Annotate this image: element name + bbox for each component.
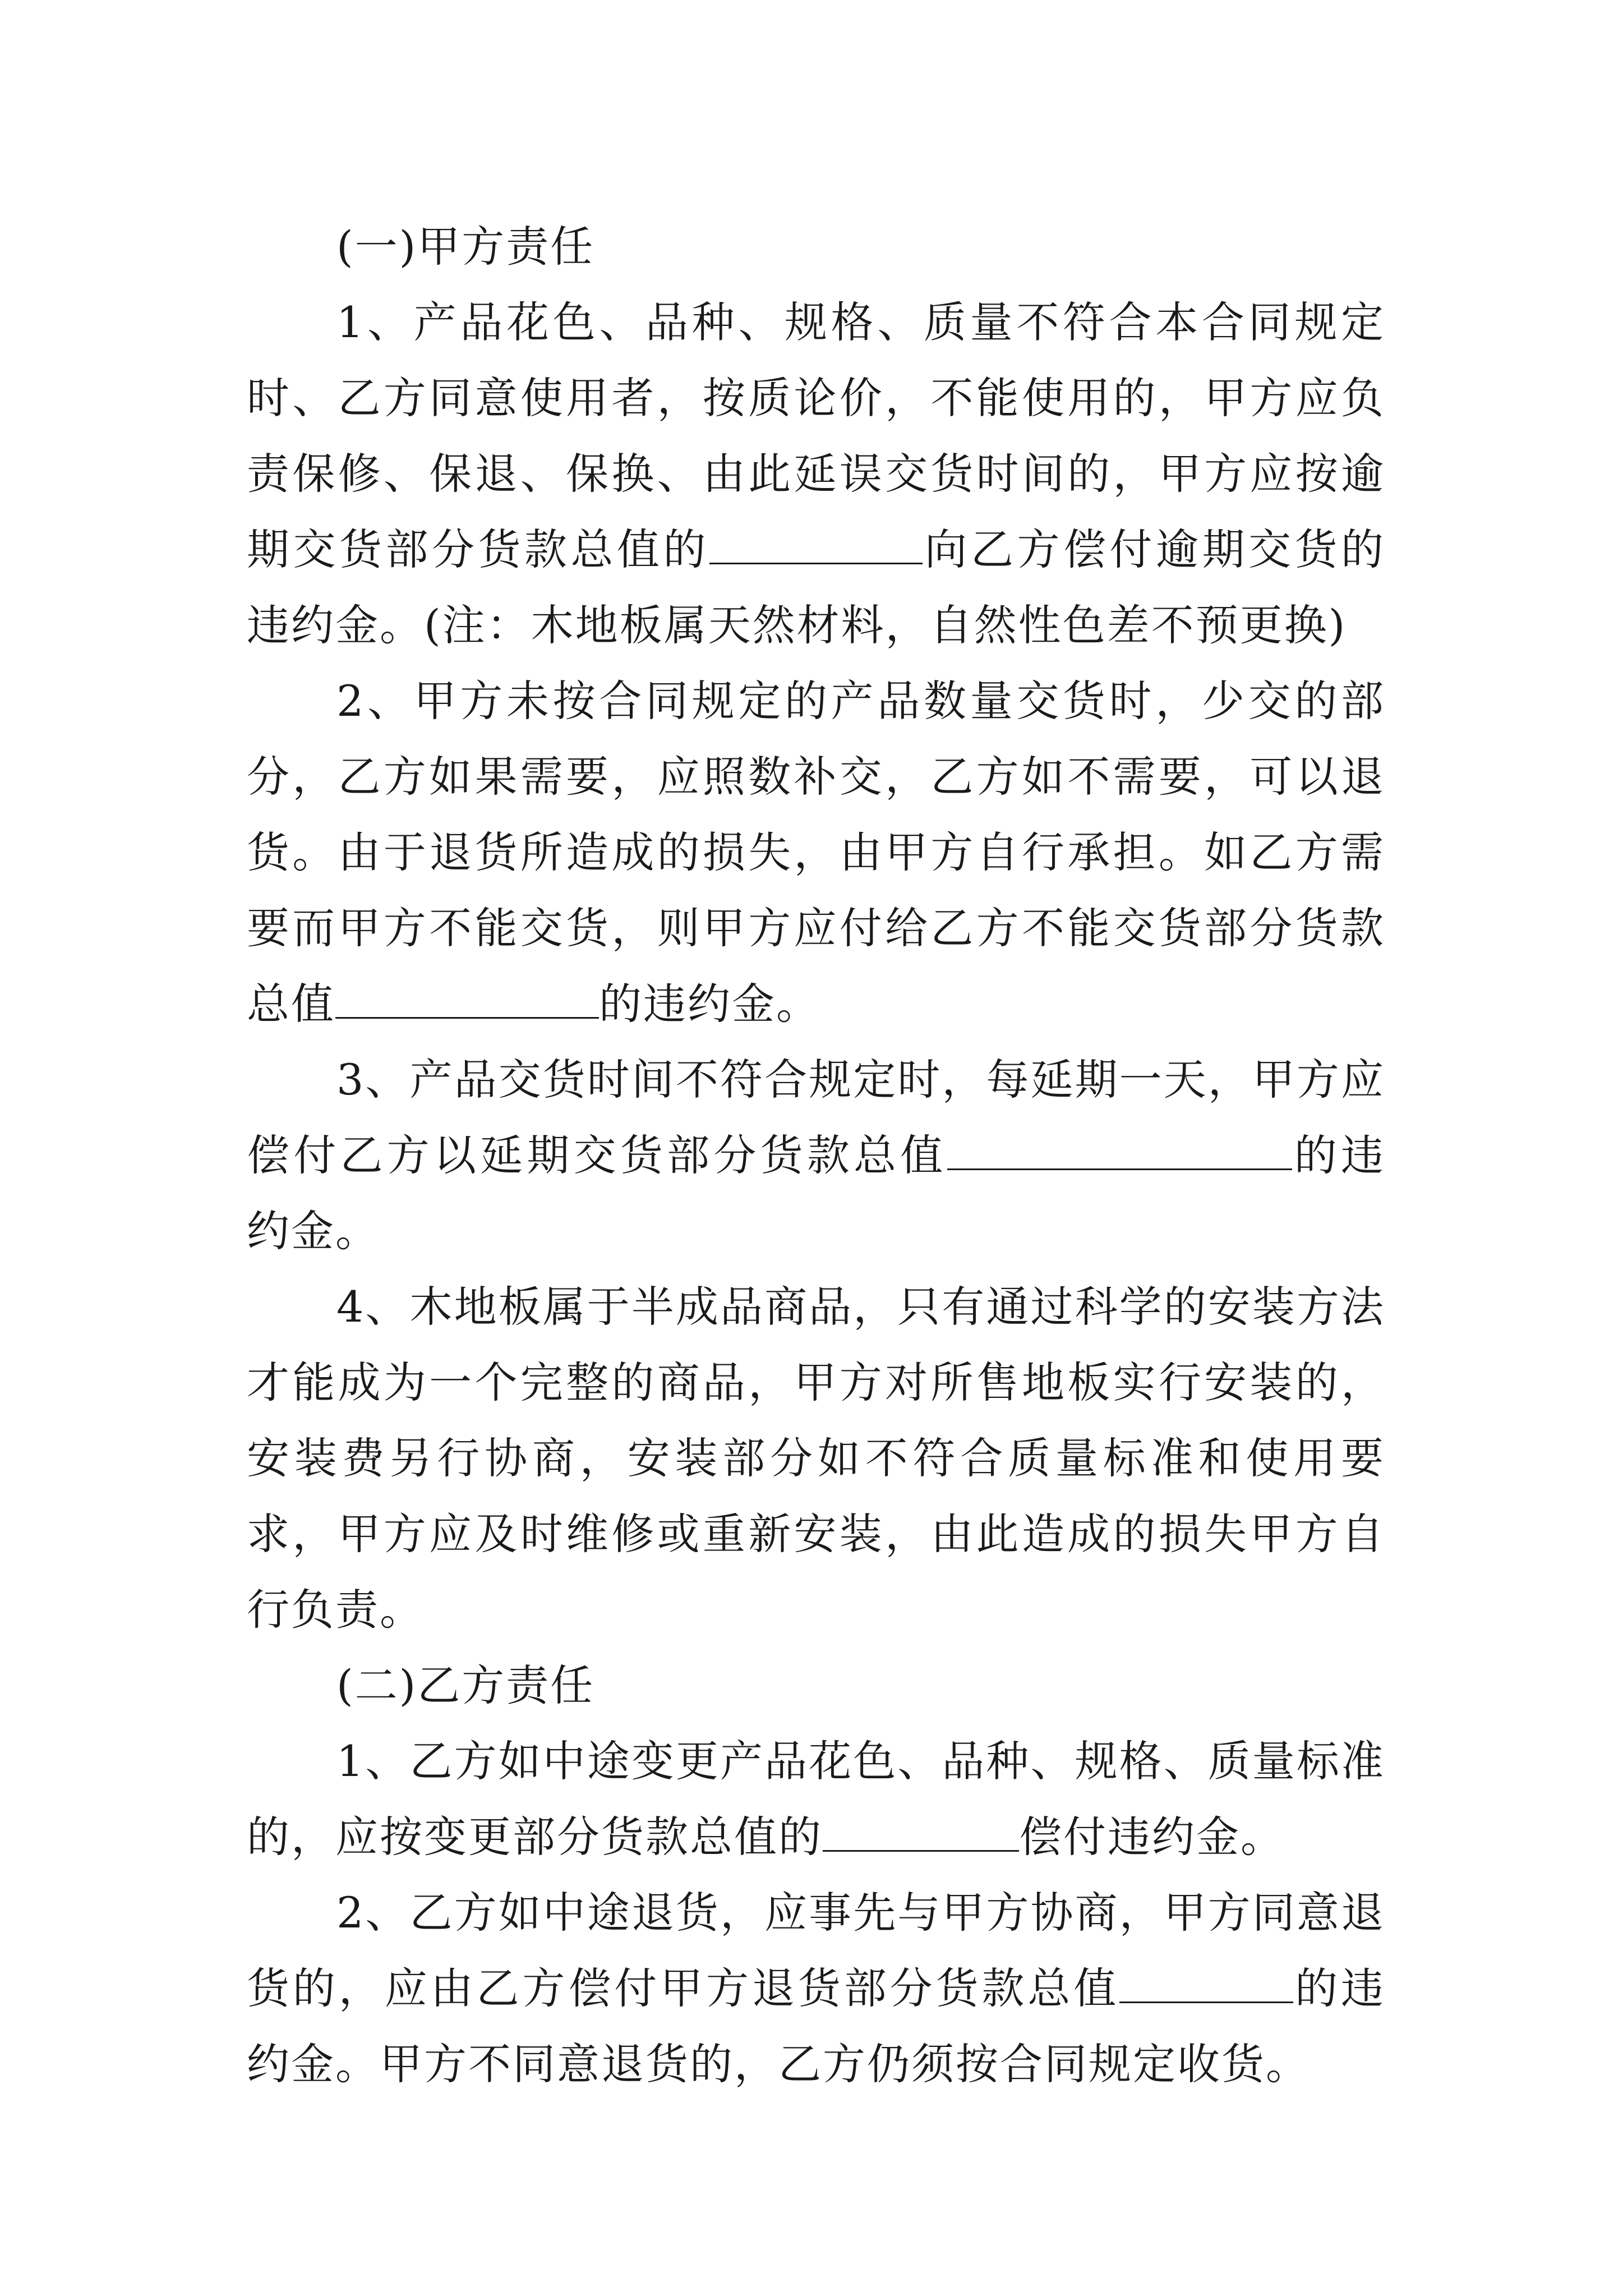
clause-text: 偿付违约金。 [1019, 1812, 1285, 1862]
clause-text: 2、甲方未按合同规定的产品数量交货时，少交的部分，乙方如果需要，应照数补交，乙方如不需要，可以退货。由于退货所造成的损失，由甲方自行承担。如乙方需要而甲方不能交货，则甲方应付给乙方不能交货部分货款总值 [247, 676, 1385, 1029]
clause-text: 的违约金。 [247, 1130, 1386, 1256]
section-heading-party-b: (二)乙方责任 [336, 1660, 595, 1710]
clause-text: 1、产品花色、品种、规格、质量不符合本合同规定时、乙方同意使用者，按质论价，不能使用的，甲方应负责保修、保退、保换、由此延误交货时间的，甲方应按逾期交货部分货款总值的 [247, 297, 1385, 574]
fill-in-blank[interactable] [823, 1814, 1019, 1852]
clause-text: 的违约金。甲方不同意退货的，乙方仍须按合同规定收货。 [247, 1963, 1386, 2089]
fill-in-blank[interactable] [947, 1133, 1292, 1170]
party-a-clause-4: 4、木地板属于半成品商品，只有通过科学的安装方法才能成为一个完整的商品，甲方对所售地板实行安装的，安装费另行协商，安装部分如不符合质量标准和使用要求，甲方应及时维修或重新安装，由此造成的损失甲方自行负责。 [247, 1282, 1385, 1635]
clause-text: 向乙方偿付逾期交货的违约金。(注：木地板属天然材料，自然性色差不预更换) [247, 524, 1385, 650]
section-heading-party-a: (一)甲方责任 [336, 222, 595, 272]
party-a-clause-3 [247, 1042, 1385, 1269]
party-b-clause-2 [247, 1875, 1385, 2102]
party-b-clause-1 [247, 1723, 1385, 1875]
party-a-clause-1 [247, 284, 1385, 663]
clause-text: 1、乙方如中途变更产品花色、品种、规格、质量标准的，应按变更部分货款总值的 [247, 1736, 1385, 1862]
clause-text: 的违约金。 [599, 979, 820, 1029]
clause-text: 3、产品交货时间不符合规定时，每延期一天，甲方应偿付乙方以延期交货部分货款总值 [247, 1055, 1385, 1180]
fill-in-blank[interactable] [1119, 1966, 1293, 2003]
fill-in-blank[interactable] [335, 981, 599, 1019]
clause-text: 2、乙方如中途退货，应事先与甲方协商，甲方同意退货的，应由乙方偿付甲方退货部分货款总值 [247, 1888, 1385, 2013]
fill-in-blank[interactable] [709, 527, 923, 564]
document-body [247, 209, 1385, 2102]
party-a-clause-2 [247, 663, 1385, 1042]
